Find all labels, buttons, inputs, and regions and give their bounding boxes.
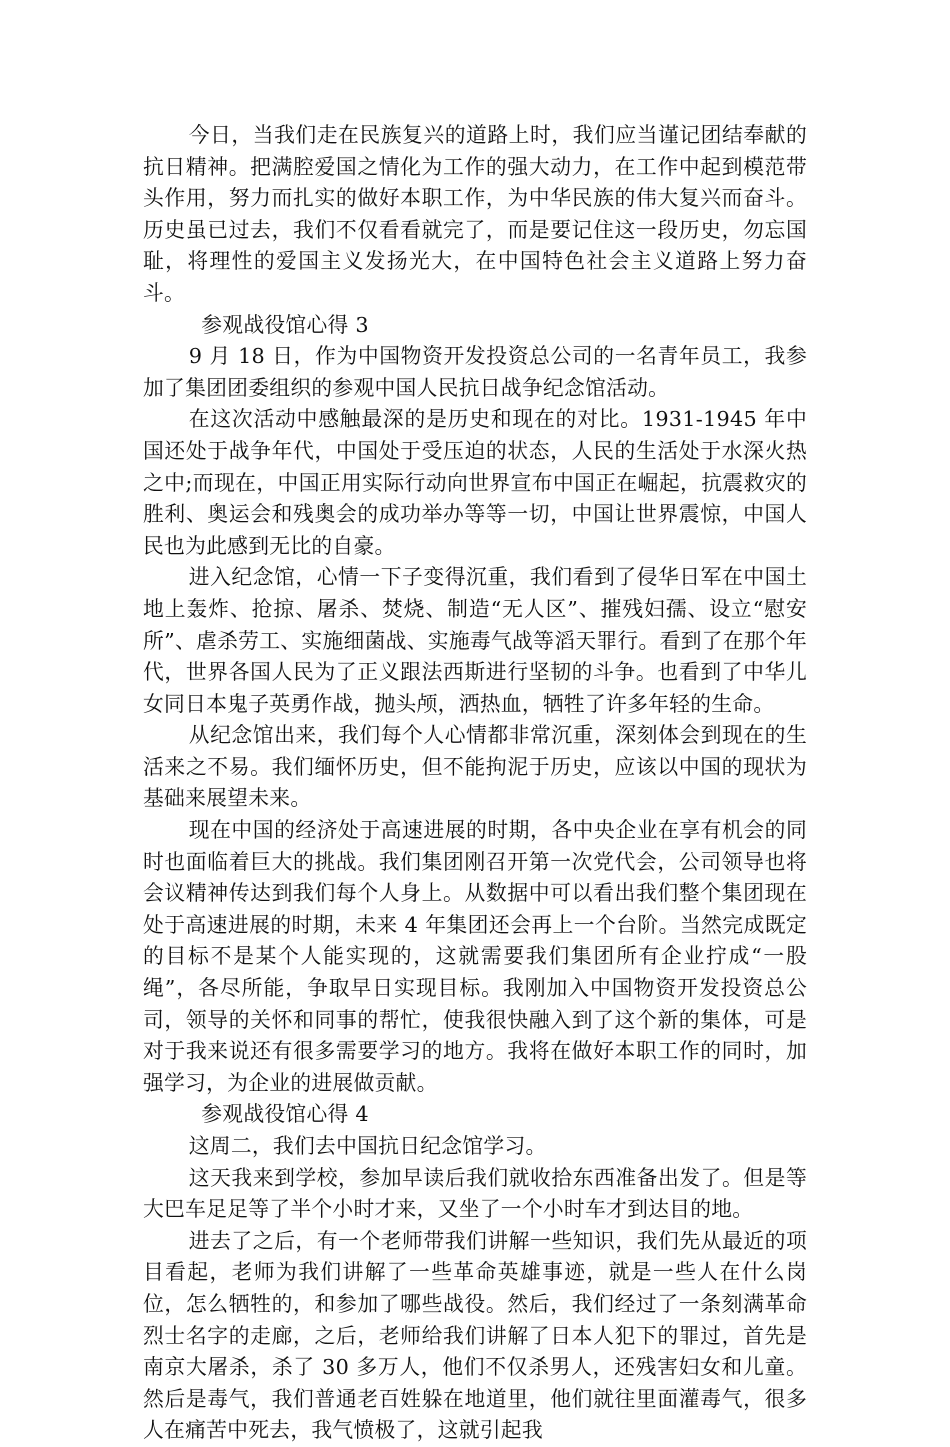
paragraph: 这周二，我们去中国抗日纪念馆学习。 [188, 1134, 547, 1158]
paragraph: 今日，当我们走在民族复兴的道路上时，我们应当谨记团结奉献的抗日精神。把满腔爱国之情化为工作的强大动力，在工作中起到模范带头作用，努力而扎实的做好本职工作，为中华民族的伟大复兴而奋斗。历史虽已过去，我们不仅看看就完了，而是要记住这一段历史，勿忘国耻，将理性的爱国主义发扬光大，在中国特色社会主义道路上努力奋斗。 [143, 123, 807, 305]
document-body [143, 120, 807, 1447]
section-heading: 参观战役馆心得 4 [201, 1102, 369, 1127]
paragraph: 现在中国的经济处于高速进展的时期，各中央企业在享有机会的同时也面临着巨大的挑战。我们集团刚召开第一次党代会，公司领导也将会议精神传达到我们每个人身上。从数据中可以看出我们整个集团现在处于高速进展的时期，未来 4 年集团还会再上一个台阶。当然完成既定的目标不是某个人能实现的，这就需要我们集团所有企业拧成“一股绳”，各尽所能，争取早日实现目标。我刚加入中国物资开发投资总公司，领导的关怀和同事的帮忙，使我很快融入到了这个新的集体，可是对于我来说还有很多需要学习的地方。我将在做好本职工作的同时，加强学习，为企业的进展做贡献。 [143, 818, 807, 1095]
paragraph: 进入纪念馆，心情一下子变得沉重，我们看到了侵华日军在中国土地上轰炸、抢掠、屠杀、焚烧、制造“无人区”、摧残妇孺、设立“慰安所”、虐杀劳工、实施细菌战、实施毒气战等滔天罪行。看到了在那个年代，世界各国人民为了正义跟法西斯进行坚韧的斗争。也看到了中华儿女同日本鬼子英勇作战，抛头颅，洒热血，牺牲了许多年轻的生命。 [143, 565, 807, 716]
paragraph: 从纪念馆出来，我们每个人心情都非常沉重，深刻体会到现在的生活来之不易。我们缅怀历史，但不能拘泥于历史，应该以中国的现状为基础来展望未来。 [143, 723, 807, 811]
paragraph: 进去了之后，有一个老师带我们讲解一些知识，我们先从最近的项目看起，老师为我们讲解了一些革命英雄事迹，就是一些人在什么岗位，怎么牺牲的，和参加了哪些战役。然后，我们经过了一条刻满革命烈士名字的走廊，之后，老师给我们讲解了日本人犯下的罪过，首先是南京大屠杀，杀了 30 多万人，他们不仅杀男人，还残害妇女和儿童。然后是毒气，我们普通老百姓躲在地道里，他们就往里面灌毒气，很多人在痛苦中死去，我气愤极了，这就引起我 [143, 1228, 807, 1443]
section-heading: 参观战役馆心得 3 [201, 312, 369, 337]
paragraph: 这天我来到学校，参加早读后我们就收拾东西准备出发了。但是等大巴车足足等了半个小时才来，又坐了一个小时车才到达目的地。 [143, 1165, 807, 1222]
paragraph: 在这次活动中感触最深的是历史和现在的对比。1931-1945 年中国还处于战争年代，中国处于受压迫的状态，人民的生活处于水深火热之中;而现在，中国正用实际行动向世界宣布中国正在崛起，抗震救灾的胜利、奥运会和残奥会的成功举办等等一切，中国让世界震惊，中国人民也为此感到无比的自豪。 [143, 407, 807, 558]
paragraph: 9 月 18 日，作为中国物资开发投资总公司的一名青年员工，我参加了集团团委组织的参观中国人民抗日战争纪念馆活动。 [143, 344, 807, 400]
